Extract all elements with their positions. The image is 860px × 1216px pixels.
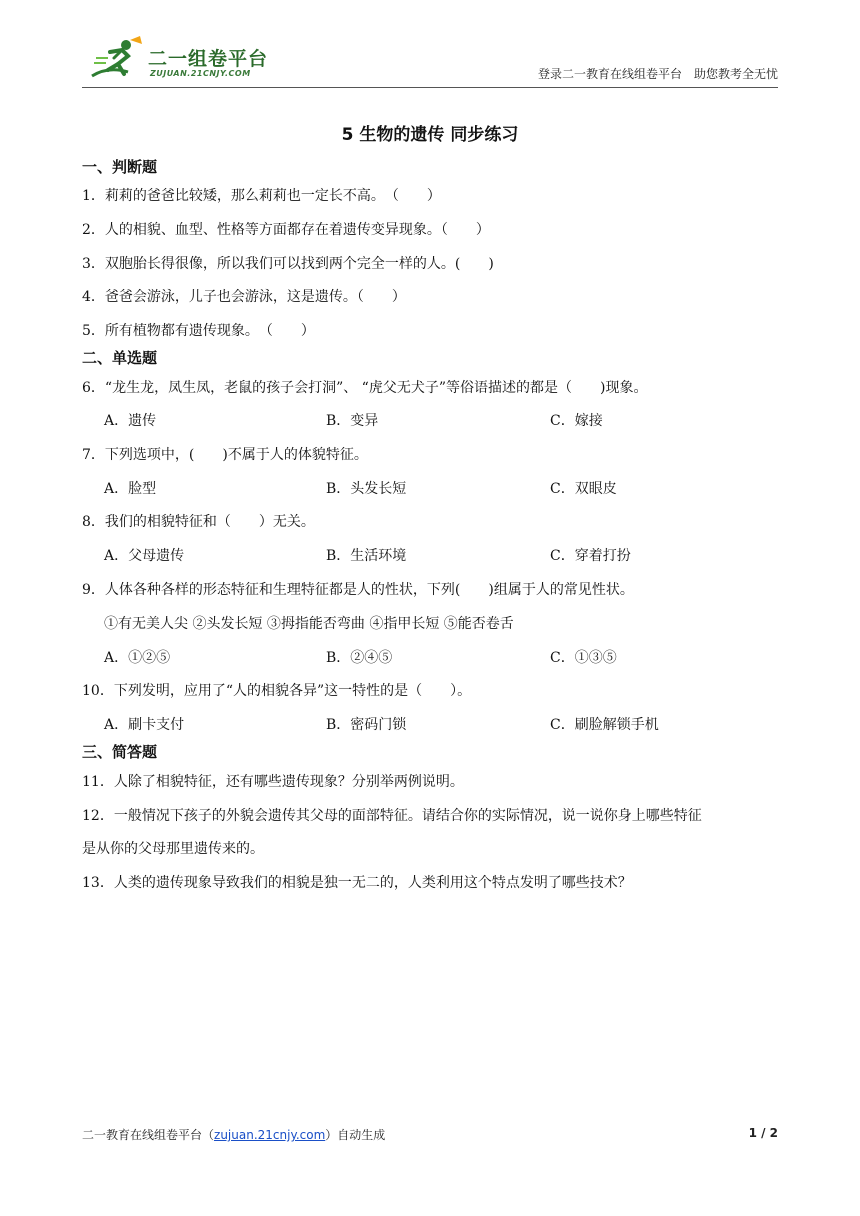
page-number: 1 / 2 [748,1126,778,1140]
footer-prefix: 二一教育在线组卷平台（ [82,1128,215,1142]
footer-suffix: ）自动生成 [325,1128,386,1142]
question-13: 13．人类的遗传现象导致我们的相貌是独一无二的，人类利用这个特点发明了哪些技术？ [82,875,632,891]
logo-text: 二一组卷平台 [148,48,269,70]
q8-option-c: C．穿着打扮 [550,548,631,564]
section-heading-single-choice: 二、单选题 [82,349,158,367]
q8-option-b: B．生活环境 [326,548,407,564]
q9-option-c: C．①③⑤ [550,650,617,666]
question-1: 1．莉莉的爸爸比较矮，那么莉莉也一定长不高。 （ ） [82,188,441,204]
q6-option-b: B．变异 [326,413,379,429]
question-9: 9．人体各种各样的形态特征和生理特征都是人的性状，下列( )组属于人的常见性状。 [82,582,634,598]
logo-subtext: ZUJUAN.21CNJY.COM [150,69,251,78]
document-title: 5 生物的遗传 同步练习 [341,125,519,145]
runner-logo-icon [88,36,146,82]
q8-option-a: A．父母遗传 [104,548,185,564]
question-6: 6．“龙生龙，凤生凤，老鼠的孩子会打洞”、 “虎父无犬子”等俗语描述的都是（ )现象。 [82,380,648,396]
q9-option-b: B．②④⑤ [326,650,393,666]
question-12-line-1: 12．一般情况下孩子的外貌会遗传其父母的面部特征。请结合你的实际情况，说一说你身上哪些特征 [82,808,702,824]
q9-option-a: A．①②⑤ [104,650,171,666]
question-4: 4．爸爸会游泳，儿子也会游泳，这是遗传。（ ） [82,289,406,305]
question-8: 8．我们的相貌特征和（ ）无关。 [82,514,315,530]
question-5: 5．所有植物都有遗传现象。 （ ） [82,323,315,339]
question-10: 10．下列发明，应用了“人的相貌各异”这一特性的是（ ）。 [82,683,472,699]
question-7: 7．下列选项中，( )不属于人的体貌特征。 [82,447,368,463]
q10-option-b: B．密码门锁 [326,717,407,733]
q7-option-a: A．脸型 [104,481,157,497]
q6-option-c: C．嫁接 [550,413,603,429]
question-2: 2．人的相貌、血型、性格等方面都存在着遗传变异现象。（ ） [82,222,490,238]
footer-site-link[interactable]: zujuan.21cnjy.com [214,1128,326,1142]
header-divider [82,87,778,88]
section-heading-judgment: 一、判断题 [82,158,158,176]
question-3: 3．双胞胎长得很像，所以我们可以找到两个完全一样的人。( ) [82,256,494,272]
question-12-line-2: 是从你的父母那里遗传来的。 [82,841,264,857]
q9-traits-list: ①有无美人尖 ②头发长短 ③拇指能否弯曲 ④指甲长短 ⑤能否卷舌 [104,616,514,632]
header-slogan[interactable]: 登录二一教育在线组卷平台 助您教考全无忧 [537,67,778,81]
q10-option-a: A．刷卡支付 [104,717,185,733]
q10-option-c: C．刷脸解锁手机 [550,717,659,733]
page-header [82,36,778,88]
section-heading-short-answer: 三、简答题 [82,743,158,761]
page-footer [82,1126,778,1143]
site-logo[interactable] [88,36,288,84]
q7-option-b: B．头发长短 [326,481,407,497]
q7-option-c: C．双眼皮 [550,481,617,497]
q6-option-a: A．遗传 [104,413,157,429]
question-11: 11．人除了相貌特征，还有哪些遗传现象？分别举两例说明。 [82,774,464,790]
